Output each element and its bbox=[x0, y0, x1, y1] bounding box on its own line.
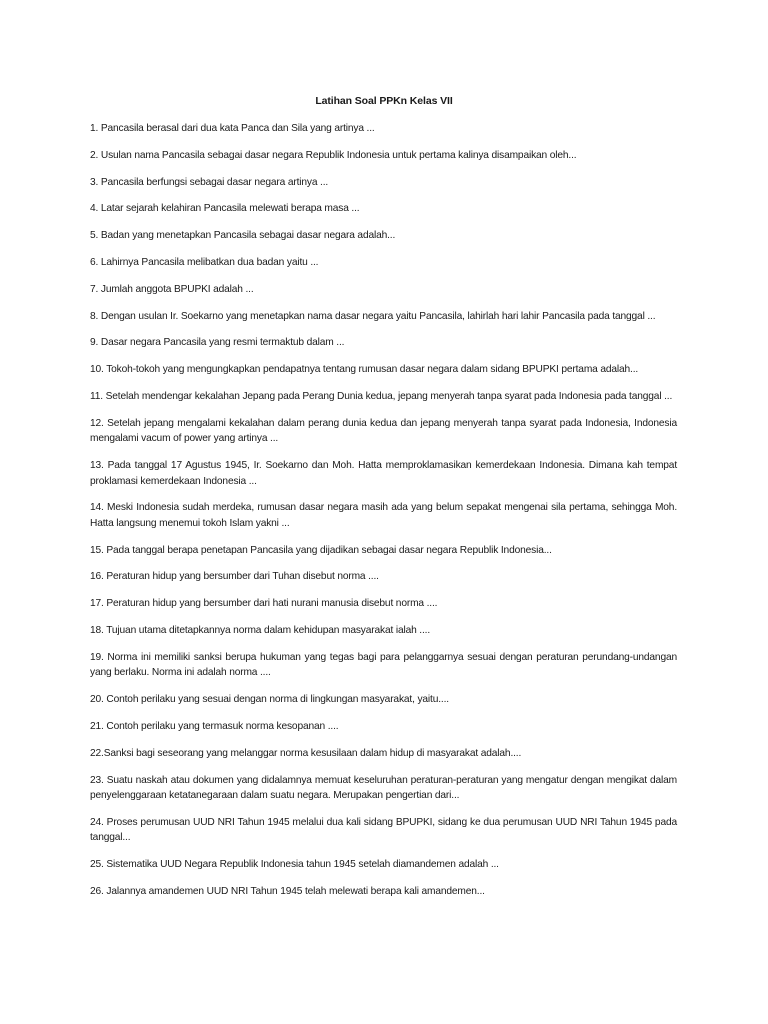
question-item: 24. Proses perumusan UUD NRI Tahun 1945 melalui dua kali sidang BPUPKI, sidang ke dua perumusan UUD NRI Tahun 1945 pada tanggal... bbox=[90, 816, 677, 844]
question-item: 25. Sistematika UUD Negara Republik Indonesia tahun 1945 setelah diamandemen adalah ... bbox=[90, 859, 499, 871]
question-item: 2. Usulan nama Pancasila sebagai dasar negara Republik Indonesia untuk pertama kalinya disampaikan oleh... bbox=[90, 149, 577, 161]
question-item: 17. Peraturan hidup yang bersumber dari hati nurani manusia disebut norma .... bbox=[90, 598, 438, 610]
question-item: 22.Sanksi bagi seseorang yang melanggar norma kesusilaan dalam hidup di masyarakat adalah.... bbox=[90, 747, 522, 759]
question-list bbox=[90, 121, 677, 911]
question-item: 8. Dengan usulan Ir. Soekarno yang menetapkan nama dasar negara yaitu Pancasila, lahirlah hari lahir Pancasila pada tanggal ... bbox=[90, 310, 656, 322]
question-item: 26. Jalannya amandemen UUD NRI Tahun 1945 telah melewati berapa kali amandemen... bbox=[90, 885, 485, 897]
question-item: 16. Peraturan hidup yang bersumber dari Tuhan disebut norma .... bbox=[90, 571, 379, 583]
question-item: 15. Pada tanggal berapa penetapan Pancasila yang dijadikan sebagai dasar negara Republik Indonesia... bbox=[90, 544, 552, 556]
question-item: 4. Latar sejarah kelahiran Pancasila melewati berapa masa ... bbox=[90, 203, 360, 215]
question-item: 21. Contoh perilaku yang termasuk norma kesopanan .... bbox=[90, 720, 339, 732]
question-item: 11. Setelah mendengar kekalahan Jepang pada Perang Dunia kedua, jepang menyerah tanpa syarat pada Indonesia pada tanggal ... bbox=[90, 390, 673, 402]
question-item: 12. Setelah jepang mengalami kekalahan dalam perang dunia kedua dan jepang menyerah tanpa syarat pada Indonesia, Indonesia mengalami vacum of power yang artinya ... bbox=[90, 417, 677, 445]
question-item: 3. Pancasila berfungsi sebagai dasar negara artinya ... bbox=[90, 176, 329, 188]
question-item: 6. Lahirnya Pancasila melibatkan dua badan yaitu ... bbox=[90, 256, 319, 268]
page-title: Latihan Soal PPKn Kelas VII bbox=[315, 95, 453, 107]
question-item: 1. Pancasila berasal dari dua kata Panca dan Sila yang artinya ... bbox=[90, 123, 375, 134]
question-item: 20. Contoh perilaku yang sesuai dengan norma di lingkungan masyarakat, yaitu.... bbox=[90, 694, 449, 706]
question-item: 14. Meski Indonesia sudah merdeka, rumusan dasar negara masih ada yang belum sepakat mengenai sila pertama, sehingga Moh. Hatta langsung menemui tokoh Islam yakni ... bbox=[90, 502, 677, 529]
question-item: 19. Norma ini memiliki sanksi berupa hukuman yang tegas bagi para pelanggarnya sesuai dengan peraturan perundang-undangan yang berlaku. Norma ini adalah norma .... bbox=[90, 651, 677, 679]
question-item: 9. Dasar negara Pancasila yang resmi termaktub dalam ... bbox=[90, 337, 345, 349]
question-item: 5. Badan yang menetapkan Pancasila sebagai dasar negara adalah... bbox=[90, 230, 396, 242]
question-item: 10. Tokoh-tokoh yang mengungkapkan pendapatnya tentang rumusan dasar negara dalam sidang BPUPKI pertama adalah... bbox=[90, 364, 639, 376]
question-item: 18. Tujuan utama ditetapkannya norma dalam kehidupan masyarakat ialah .... bbox=[90, 625, 431, 637]
question-item: 7. Jumlah anggota BPUPKI adalah ... bbox=[90, 283, 254, 295]
question-item: 13. Pada tanggal 17 Agustus 1945, Ir. Soekarno dan Moh. Hatta memproklamasikan kemerdekaan Indonesia. Dimana kah tempat proklamasi kemerdekaan Indonesia ... bbox=[90, 460, 677, 487]
question-item: 23. Suatu naskah atau dokumen yang didalamnya memuat keseluruhan peraturan-peraturan yang mengatur dengan mengikat dalam penyelenggaraan ketatanegaraan dalam suatu negara. Merupakan pengertian dari... bbox=[90, 774, 677, 802]
